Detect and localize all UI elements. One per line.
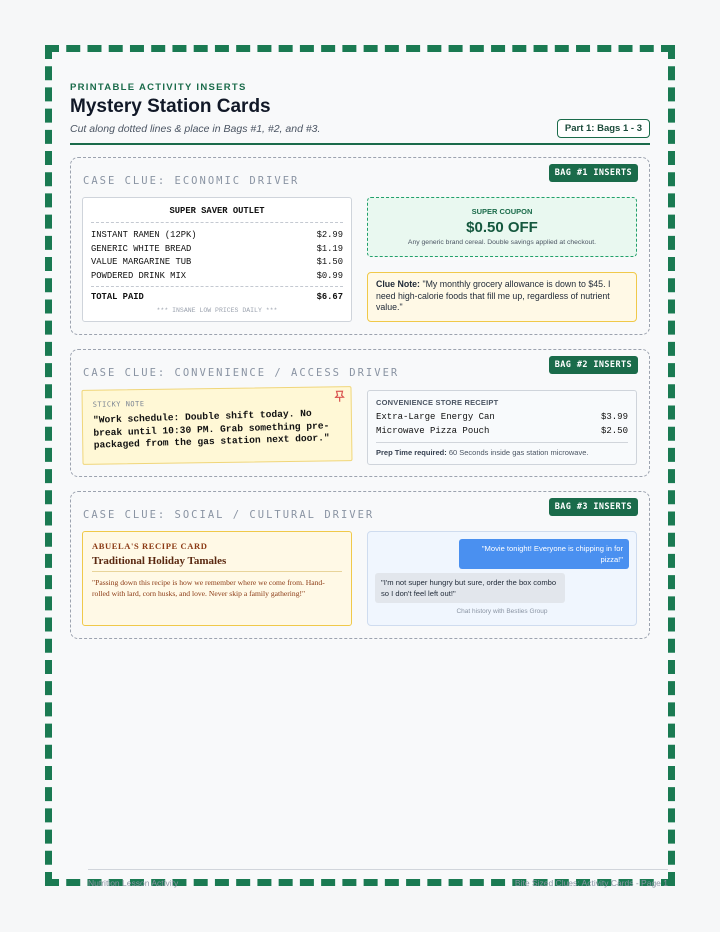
case-title: CASE CLUE: ECONOMIC DRIVER	[83, 175, 300, 187]
coupon-heading: SUPER COUPON	[471, 207, 533, 216]
item-price: $2.99	[316, 230, 343, 240]
clue-note	[367, 272, 637, 322]
chat-bubble-incoming: "I'm not super hungry but sure, order the box combo so I don't feel left out!"	[375, 573, 565, 603]
receipt-total	[91, 286, 343, 302]
pushpin-icon	[335, 390, 345, 402]
sticky-note	[81, 386, 352, 465]
item-price: $2.50	[600, 425, 628, 436]
footer-right: Bite Sized Clues: Activity Cards - Page 1	[514, 878, 668, 888]
page-subtitle: Cut along dotted lines & place in Bags #1, #2, and #3.	[70, 123, 321, 135]
item-name: Microwave Pizza Pouch	[376, 425, 490, 436]
item-name: POWDERED DRINK MIX	[91, 270, 187, 281]
store-receipt-items	[376, 411, 628, 443]
receipt-row	[91, 256, 343, 270]
prep-time-label: Prep Time required:	[376, 448, 447, 457]
store-receipt-row	[376, 411, 628, 425]
item-name: Extra-Large Energy Can	[376, 412, 495, 422]
bag-tag: BAG #1 INSERTS	[549, 164, 638, 182]
page-header	[70, 82, 650, 145]
footer-left: Nutrition Lesson Activity	[88, 878, 179, 888]
grocery-receipt	[82, 197, 352, 322]
store-receipt-title: CONVENIENCE STORE RECEIPT	[376, 398, 499, 407]
clue-note-label: Clue Note:	[376, 279, 420, 289]
recipe-quote: "Passing down this recipe is how we remember where we come from. Hand-rolled with lard, corn husks, and love. Never skip a family gathering!"	[92, 578, 325, 598]
receipt-footer: *** INSANE LOW PRICES DAILY ***	[156, 307, 278, 314]
page-eyebrow: PRINTABLE ACTIVITY INSERTS	[70, 82, 247, 93]
chat-bubble-outgoing: "Movie tonight! Everyone is chipping in for pizza!"	[459, 539, 629, 569]
item-price: $1.19	[316, 243, 343, 254]
clue-note-text: "My monthly grocery allowance is down to $45. I need high-calorie foods that fill me up, regardless of nutrient value."	[376, 279, 611, 312]
case-card-economic	[70, 157, 650, 335]
sticky-note-text: "Work schedule: Double shift today. No break until 10:30 PM. Grab something pre-packaged from the gas station next door."	[92, 407, 330, 451]
receipt-title: SUPER SAVER OUTLET	[91, 206, 343, 223]
prep-time	[376, 448, 628, 457]
receipt-row	[91, 243, 343, 257]
item-name: INSTANT RAMEN (12PK)	[91, 230, 197, 240]
case-title: CASE CLUE: SOCIAL / CULTURAL DRIVER	[83, 509, 375, 521]
store-receipt-row	[376, 425, 628, 439]
receipt-items	[91, 223, 343, 283]
bag-tag: BAG #3 INSERTS	[549, 498, 638, 516]
case-card-convenience	[70, 349, 650, 477]
recipe-card	[82, 531, 352, 626]
bag-tag: BAG #2 INSERTS	[549, 356, 638, 374]
prep-time-text: 60 Seconds inside gas station microwave.	[448, 448, 589, 457]
total-label: TOTAL PAID	[91, 292, 144, 302]
receipt-row	[91, 270, 343, 284]
receipt-row	[91, 229, 343, 243]
case-title: CASE CLUE: CONVENIENCE / ACCESS DRIVER	[83, 367, 400, 379]
item-price: $0.99	[316, 270, 343, 281]
page-content	[70, 82, 668, 888]
part-badge: Part 1: Bags 1 - 3	[557, 119, 650, 138]
item-name: GENERIC WHITE BREAD	[91, 243, 192, 254]
cut-out-page-frame	[45, 45, 675, 886]
item-price: $3.99	[600, 412, 628, 422]
chat-history	[367, 531, 637, 626]
chat-caption: Chat history with Besties Group	[456, 608, 548, 615]
header-divider	[70, 143, 650, 145]
convenience-receipt	[367, 390, 637, 465]
recipe-card-heading: ABUELA'S RECIPE CARD	[92, 541, 208, 551]
coupon-note: Any generic brand cereal. Double savings applied at checkout.	[407, 239, 597, 246]
page-title: Mystery Station Cards	[70, 96, 271, 117]
super-coupon	[367, 197, 637, 257]
coupon-amount: $0.50 OFF	[466, 219, 538, 236]
total-value: $6.67	[316, 292, 343, 302]
case-card-social	[70, 491, 650, 639]
item-price: $1.50	[316, 257, 343, 267]
recipe-title: Traditional Holiday Tamales	[92, 555, 342, 572]
sticky-note-label: STICKY NOTE	[92, 400, 145, 409]
page-footer	[88, 869, 668, 888]
subtitle-row	[70, 119, 650, 138]
item-name: VALUE MARGARINE TUB	[91, 257, 192, 267]
